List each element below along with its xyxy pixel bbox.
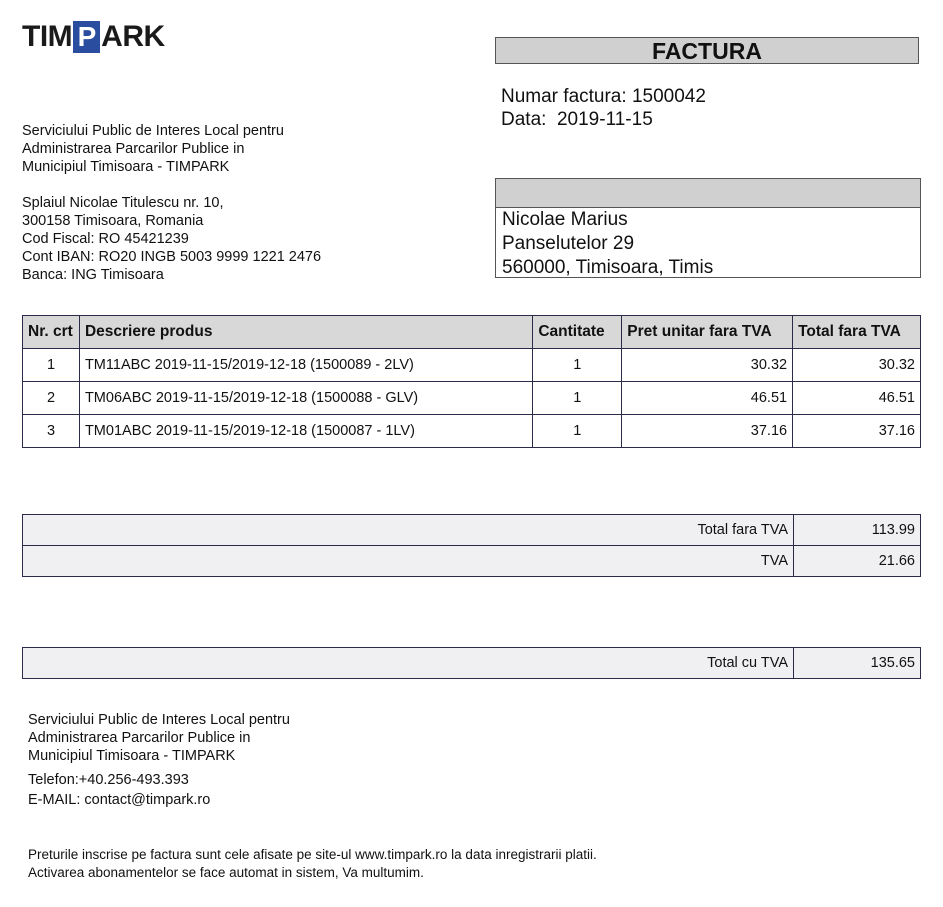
supplier-name-line: Municipiul Timisoara - TIMPARK — [22, 159, 230, 175]
header-unit-price: Pret unitar fara TVA — [622, 316, 793, 349]
invoice-date — [501, 108, 706, 131]
client-box-header — [496, 179, 920, 208]
footer-name-line: Administrarea Parcarilor Publice in — [28, 730, 251, 746]
row-total: 30.32 — [793, 349, 921, 382]
timpark-logo — [22, 19, 165, 55]
subtotal-label: Total fara TVA — [23, 515, 794, 546]
row-quantity: 1 — [533, 349, 622, 382]
logo-text-ark: ARK — [101, 20, 165, 53]
supplier-iban: Cont IBAN: RO20 INGB 5003 9999 1221 2476 — [22, 249, 322, 265]
items-table — [22, 315, 921, 448]
row-nr: 1 — [23, 349, 80, 382]
supplier-name-line: Administrarea Parcarilor Publice in — [22, 141, 245, 157]
logo-text-tim: TIM — [22, 20, 73, 53]
row-total: 46.51 — [793, 382, 921, 415]
footer-email: E-MAIL: contact@timpark.ro — [28, 792, 211, 808]
row-total: 37.16 — [793, 415, 921, 448]
row-unit-price: 37.16 — [622, 415, 793, 448]
subtotal-table — [22, 514, 921, 577]
grand-total-row — [23, 648, 921, 679]
supplier-fiscal-code: Cod Fiscal: RO 45421239 — [22, 231, 189, 247]
client-name: Nicolae Marius — [502, 209, 628, 230]
supplier-city: 300158 Timisoara, Romania — [22, 213, 204, 229]
invoice-number-value: 1500042 — [631, 86, 706, 107]
vat-row — [23, 546, 921, 577]
items-header-row — [23, 316, 921, 349]
footer-notes — [28, 846, 597, 882]
footer-info — [28, 711, 290, 810]
client-street: Panselutelor 29 — [502, 233, 635, 254]
table-row — [23, 382, 921, 415]
row-description: TM06ABC 2019-11-15/2019-12-18 (1500088 - GLV) — [79, 382, 532, 415]
client-city: 560000, Timisoara, Timis — [502, 257, 714, 278]
grand-total-value: 135.65 — [794, 648, 921, 679]
footer-note: Preturile inscrise pe factura sunt cele afisate pe site-ul www.timpark.ro la data inregistrarii platii. — [28, 847, 597, 862]
row-unit-price: 46.51 — [622, 382, 793, 415]
invoice-number — [501, 85, 706, 108]
logo-parking-p-icon: P — [73, 21, 100, 53]
invoice-date-label: Data: — [501, 109, 547, 130]
header-total: Total fara TVA — [793, 316, 921, 349]
subtotal-row — [23, 515, 921, 546]
header-description: Descriere produs — [79, 316, 532, 349]
row-description: TM11ABC 2019-11-15/2019-12-18 (1500089 - 2LV) — [79, 349, 532, 382]
invoice-meta — [501, 85, 706, 131]
supplier-address: Splaiul Nicolae Titulescu nr. 10, — [22, 195, 224, 211]
footer-note: Activarea abonamentelor se face automat in sistem, Va multumim. — [28, 865, 424, 880]
header-quantity: Cantitate — [533, 316, 622, 349]
supplier-name-line: Serviciului Public de Interes Local pentru — [22, 123, 284, 139]
row-nr: 3 — [23, 415, 80, 448]
supplier-bank: Banca: ING Timisoara — [22, 267, 164, 283]
footer-name-line: Serviciului Public de Interes Local pentru — [28, 712, 290, 728]
grand-total-table — [22, 647, 921, 679]
invoice-date-value: 2019-11-15 — [556, 109, 653, 130]
supplier-info — [22, 122, 321, 284]
row-unit-price: 30.32 — [622, 349, 793, 382]
header-nr: Nr. crt — [23, 316, 80, 349]
table-row — [23, 349, 921, 382]
invoice-number-label: Numar factura: — [501, 86, 627, 107]
vat-value: 21.66 — [794, 546, 921, 577]
vat-label: TVA — [23, 546, 794, 577]
subtotal-value: 113.99 — [794, 515, 921, 546]
row-nr: 2 — [23, 382, 80, 415]
row-quantity: 1 — [533, 382, 622, 415]
row-quantity: 1 — [533, 415, 622, 448]
row-description: TM01ABC 2019-11-15/2019-12-18 (1500087 - 1LV) — [79, 415, 532, 448]
invoice-title: FACTURA — [495, 37, 919, 64]
client-box — [495, 178, 921, 278]
footer-phone: Telefon:+40.256-493.393 — [28, 772, 189, 788]
table-row — [23, 415, 921, 448]
footer-name-line: Municipiul Timisoara - TIMPARK — [28, 748, 236, 764]
grand-total-label: Total cu TVA — [23, 648, 794, 679]
